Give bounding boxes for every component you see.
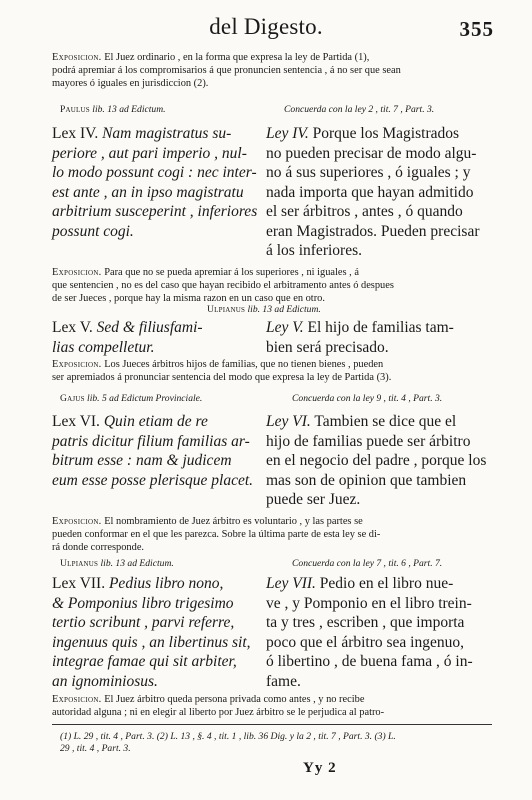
footnote-rule (52, 724, 492, 725)
lex6-spanish-text: Ley VI. Tambien se dice que el hijo de familias puede ser árbitro en el negocio del padre , porque los mas son de opinion que tambien puede ser Juez. (266, 413, 487, 508)
lex6-latin-text: Lex VI. Quin etiam de re patris dicitur filium familias ar- bitrum esse : nam & judicem eum esse posse plerisque placet. (52, 413, 254, 489)
lex4-source-ref: Paulus lib. 13 ad Edictum. (60, 104, 166, 115)
lex5-exposicion: Exposicion. Los Jueces árbitros hijos de familias, que no tienen bienes , pueden ser apremiados á pronunciar sentencia del modo que expresa la ley de Partida (3). (52, 359, 392, 383)
lex4-concordance-ref: Concuerda con la ley 2 , tit. 7 , Part. 3. (284, 104, 435, 115)
lex7-concordance-ref: Concuerda con la ley 7 , tit. 6 , Part. 7. (292, 558, 443, 569)
exposicion-lead: Exposicion. (52, 52, 102, 63)
running-head: del Digesto. (209, 14, 323, 39)
footnotes: (1) L. 29 , tit. 4 , Part. 3. (2) L. 13 , §. 4 , tit. 1 , lib. 36 Dig. y la 2 , tit. 7 , Part. 3. (3) L. 29 , tit. 4 , Part. 3. (60, 731, 396, 754)
lex7-exposicion: Exposicion. El Juez árbitro queda persona privada como antes , y no recibe autoridad alguna ; ni en elegir al liberto por Juez árbitro se le perjudica al patro- (52, 694, 385, 718)
lex4-latin-text: Lex IV. Nam magistratus su- periore , aut pari imperio , nul- lo modo possunt cogi : nec inter- est ante , an in ipso magistratu arbitrium susceperint , inferiores possunt cogi. (52, 125, 258, 240)
signature-mark: Yy 2 (303, 760, 337, 776)
lex7-spanish-text: Ley VII. Pedio en el libro nue- ve , y Pomponio en el libro trein- ta y tres , escriben , que importa poco que el árbitro sea ingenuo, ó libertino , de buena fama , ó in- fame. (266, 575, 473, 690)
lex6-concordance-ref: Concuerda con la ley 9 , tit. 4 , Part. 3. (292, 393, 443, 404)
lex5-source-ref: Ulpianus lib. 13 ad Edictum. (207, 304, 321, 315)
lex6-exposicion: Exposicion. El nombramiento de Juez árbitro es voluntario , y las partes se pueden conformar en el que les parezca. Sobre la última parte de esta ley se di- rá donde corresponde. (52, 516, 381, 553)
lex7-source-ref: Ulpianus lib. 13 ad Edictum. (60, 558, 174, 569)
page-number: 355 (459, 17, 494, 41)
exposicion-intro: Exposicion. El Juez ordinario , en la forma que expresa la ley de Partida (1), podrá apremiar á los compromisarios á que pronuncien sentencia , á no ser que sean mayores ó iguales en jurisdiccion (2). (52, 52, 401, 89)
lex6-source-ref: Gajus lib. 5 ad Edictum Provinciale. (60, 393, 203, 404)
lex4-exposicion: Exposicion. Para que no se pueda apremiar á los superiores , ni iguales , á que sentencien , no es del caso que hayan recibido el arbitramento antes ó despues de ser Jueces , porque hay la misma razon en un caso que en otro. (52, 267, 394, 304)
lex5-spanish-text: Ley V. El hijo de familias tam- bien será precisado. (266, 319, 454, 356)
lex4-spanish-text: Ley IV. Porque los Magistrados no pueden precisar de modo algu- no á sus superiores , ó iguales ; y nada importa que hayan admitido el ser árbitros , antes , ó quando eran Magistrados. Pueden precisar á los inferiores. (266, 125, 480, 259)
lex7-latin-text: Lex VII. Pedius libro nono, & Pomponius libro trigesimo tertio scribunt , parvi referre, ingenuus quis , an libertinus sit, integrae famae qui sit arbiter, an ignominiosus. (52, 575, 251, 690)
lex5-latin-text: Lex V. Sed & filiusfami- lias compelletur. (52, 319, 203, 356)
